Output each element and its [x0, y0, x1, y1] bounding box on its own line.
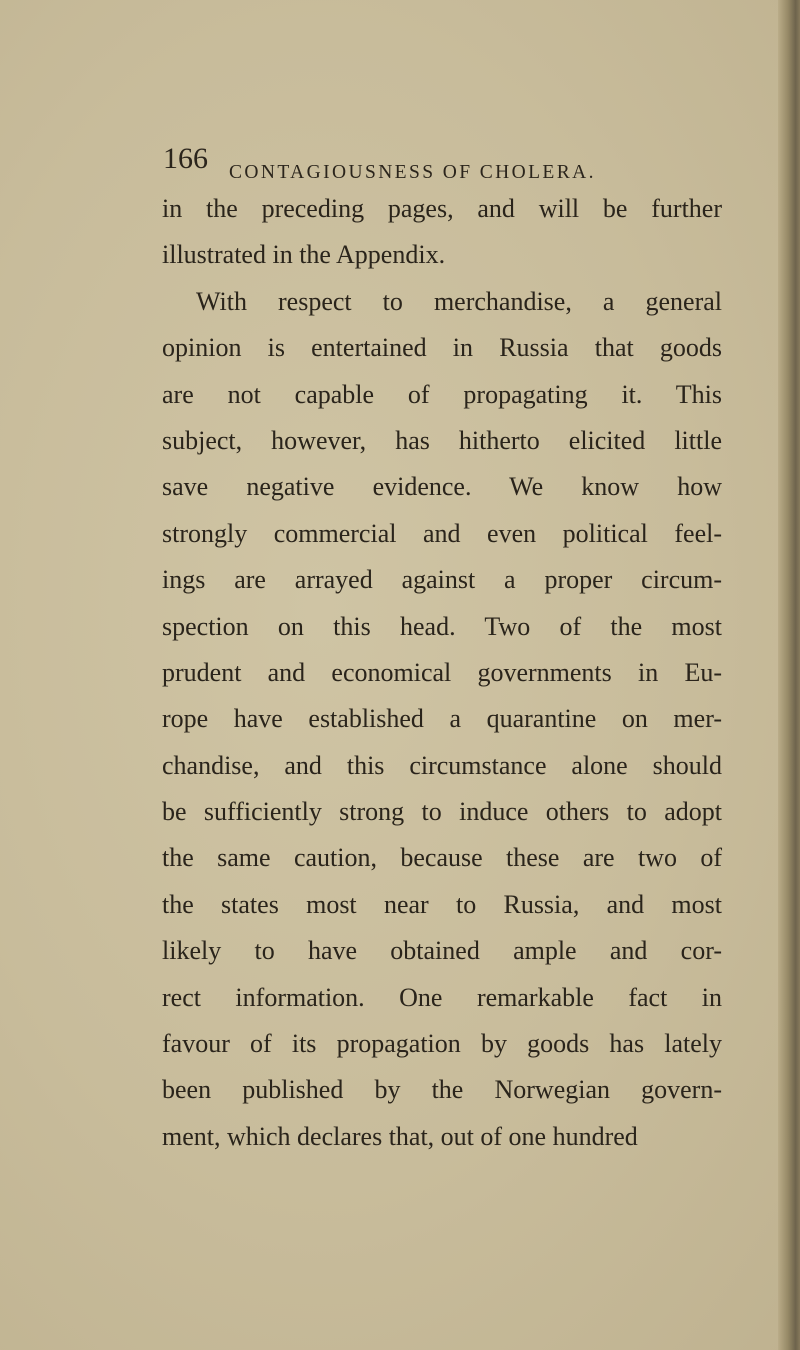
text-line: favour of its propagation by goods has lately — [162, 1029, 722, 1059]
body-text — [162, 186, 722, 1160]
running-title: CONTAGIOUSNESS OF CHOLERA. — [229, 162, 596, 183]
text-line: rect information. One remarkable fact in — [162, 982, 722, 1012]
text-line: the states most near to Russia, and most — [162, 889, 722, 919]
text-line: ment, which declares that, out of one hundred — [162, 1121, 638, 1151]
text-line: likely to have obtained ample and cor- — [162, 936, 722, 966]
text-line: With respect to merchandise, a general — [196, 286, 722, 316]
text-line: rope have established a quarantine on mer- — [162, 704, 722, 734]
text-line: the same caution, because these are two of — [162, 843, 722, 873]
page-header — [163, 140, 723, 186]
text-line: spection on this head. Two of the most — [162, 611, 722, 641]
text-line: in the preceding pages, and will be further — [162, 194, 722, 223]
text-line: illustrated in the Appendix. — [162, 240, 446, 270]
page-edge-shadow — [778, 0, 800, 1350]
page-number: 166 — [163, 142, 208, 175]
text-line: save negative evidence. We know how — [162, 472, 722, 502]
text-line: prudent and economical governments in Eu- — [162, 657, 722, 687]
text-line: ings are arrayed against a proper circum- — [162, 565, 722, 595]
text-line: be sufficiently strong to induce others to adopt — [162, 797, 722, 827]
text-line: strongly commercial and even political feel- — [162, 518, 722, 548]
text-line: are not capable of propagating it. This — [162, 379, 722, 409]
text-line: subject, however, has hitherto elicited little — [162, 425, 722, 455]
text-line: chandise, and this circumstance alone should — [162, 750, 722, 780]
text-line: been published by the Norwegian govern- — [162, 1075, 722, 1105]
text-line: opinion is entertained in Russia that goods — [162, 333, 722, 363]
